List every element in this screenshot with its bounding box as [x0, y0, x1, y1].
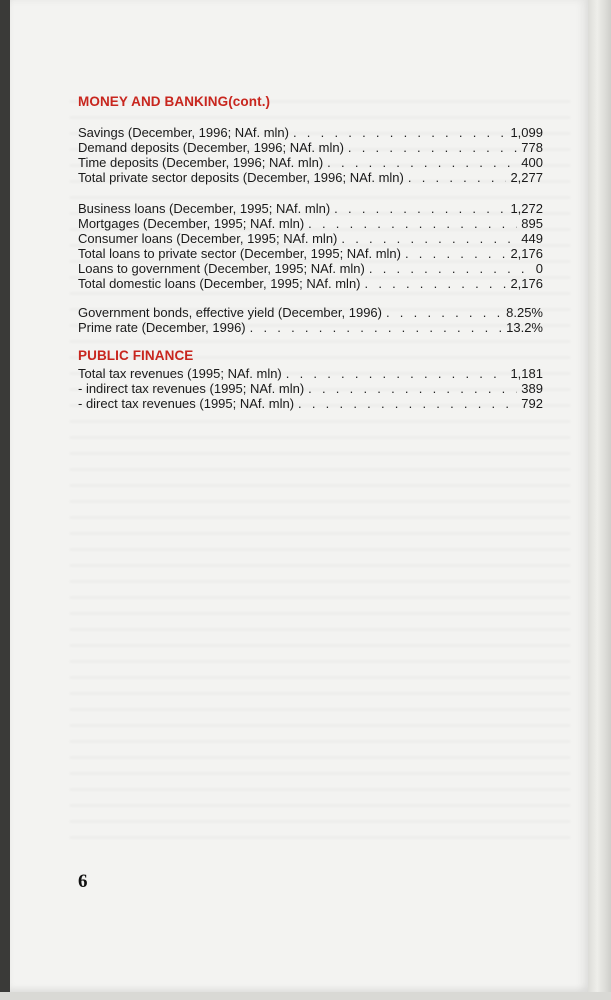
leader-dots: [293, 125, 506, 140]
page-number: 6: [78, 871, 88, 892]
stat-value: 8.25%: [506, 305, 543, 320]
stat-row: [78, 261, 543, 276]
leader-dots: [286, 366, 507, 381]
stat-row: [78, 396, 543, 411]
public-finance-section: [78, 366, 543, 411]
stat-label: - indirect tax revenues (1995; NAf. mln): [78, 381, 305, 396]
stat-label: - direct tax revenues (1995; NAf. mln): [78, 396, 295, 411]
stat-row: [78, 125, 543, 140]
public-finance-heading: PUBLIC FINANCE: [78, 348, 194, 363]
stat-row: [78, 381, 543, 396]
stat-label: Total tax revenues (1995; NAf. mln): [78, 366, 282, 381]
rates-section: [78, 305, 543, 335]
stat-value: 792: [521, 396, 543, 411]
stat-label: Mortgages (December, 1995; NAf. mln): [78, 216, 305, 231]
page-content: [78, 94, 543, 411]
stat-row: [78, 246, 543, 261]
stat-value: 389: [521, 381, 543, 396]
deposits-section: [78, 125, 543, 185]
loans-section: [78, 201, 543, 291]
leader-dots: [369, 261, 532, 276]
leader-dots: [341, 231, 517, 246]
leader-dots: [250, 320, 503, 335]
stat-row: [78, 320, 543, 335]
stat-label: Loans to government (December, 1995; NAf. mln): [78, 261, 365, 276]
stat-value: 1,181: [510, 366, 543, 381]
leader-dots: [308, 216, 517, 231]
stat-label: Consumer loans (December, 1995; NAf. mln): [78, 231, 338, 246]
stat-value: 400: [521, 155, 543, 170]
stat-value: 13.2%: [506, 320, 543, 335]
stat-label: Total private sector deposits (December, 1996; NAf. mln): [78, 170, 404, 185]
stat-value: 1,099: [510, 125, 543, 140]
leader-dots: [365, 276, 507, 291]
stat-label: Government bonds, effective yield (December, 1996): [78, 305, 382, 320]
stat-value: 449: [521, 231, 543, 246]
stat-label: Business loans (December, 1995; NAf. mln): [78, 201, 331, 216]
stat-row: [78, 305, 543, 320]
leader-dots: [298, 396, 517, 411]
leader-dots: [327, 155, 517, 170]
stat-row: [78, 155, 543, 170]
stat-label: Prime rate (December, 1996): [78, 320, 246, 335]
stat-row: [78, 366, 543, 381]
stat-row: [78, 231, 543, 246]
leader-dots: [386, 305, 502, 320]
stat-row: [78, 201, 543, 216]
stat-value: 2,176: [510, 276, 543, 291]
stat-row: [78, 140, 543, 155]
stat-label: Total loans to private sector (December, 1995; NAf. mln): [78, 246, 401, 261]
leader-dots: [334, 201, 506, 216]
stat-row: [78, 216, 543, 231]
stat-value: 1,272: [510, 201, 543, 216]
stat-value: 778: [521, 140, 543, 155]
stat-value: 2,277: [510, 170, 543, 185]
leader-dots: [408, 170, 507, 185]
leader-dots: [308, 381, 517, 396]
stat-value: 895: [521, 216, 543, 231]
stat-row: [78, 276, 543, 291]
stat-label: Total domestic loans (December, 1995; NAf. mln): [78, 276, 361, 291]
stat-label: Time deposits (December, 1996; NAf. mln): [78, 155, 324, 170]
stat-value: 0: [535, 261, 543, 276]
stat-row: [78, 170, 543, 185]
stat-label: Savings (December, 1996; NAf. mln): [78, 125, 289, 140]
leader-dots: [405, 246, 506, 261]
stat-value: 2,176: [510, 246, 543, 261]
leader-dots: [348, 140, 517, 155]
page-edge: [588, 0, 611, 1000]
page-bottom-edge: [0, 992, 611, 1000]
money-banking-heading: MONEY AND BANKING(cont.): [78, 94, 271, 109]
stat-label: Demand deposits (December, 1996; NAf. mln): [78, 140, 344, 155]
